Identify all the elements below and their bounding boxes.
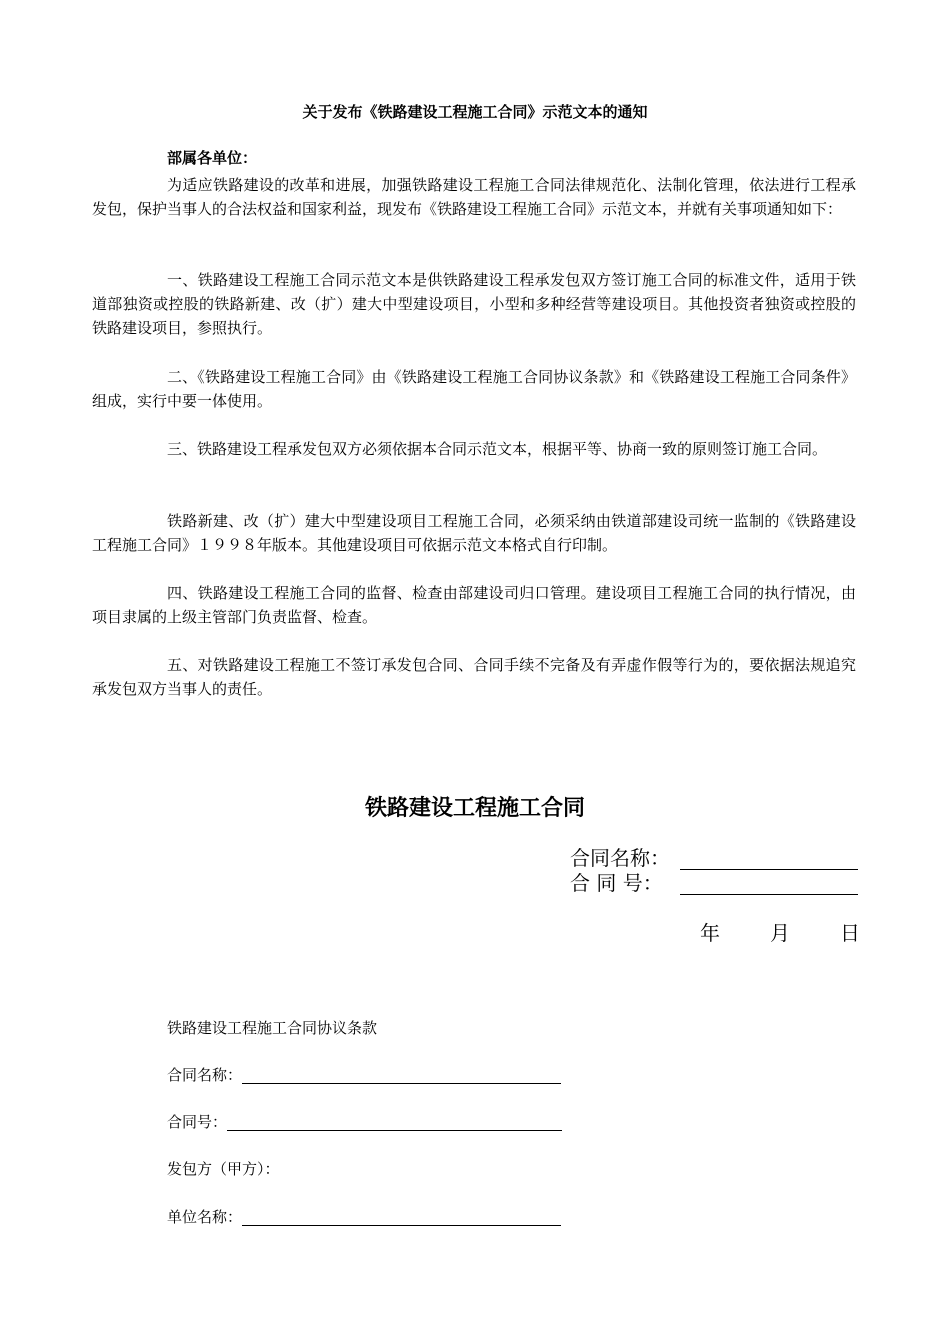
notice-paragraph-intro: 为适应铁路建设的改革和进展，加强铁路建设工程施工合同法律规范化、法制化管理，依法进行工程承发包，保护当事人的合法权益和国家利益，现发布《铁路建设工程施工合同》示范文本，并就有关事项通知如下： [92,176,856,218]
notice-paragraph-3: 三、铁路建设工程承发包双方必须依据本合同示范文本，根据平等、协商一致的原则签订施工合同。 [167,440,828,458]
agreement-contract-name-field [167,1063,561,1087]
agreement-contract-name-label: 合同名称： [167,1066,243,1084]
salutation: 部属各单位： [167,149,258,167]
date-year-label: 年 [700,921,720,945]
contract-name-blank[interactable] [680,849,858,870]
agreement-employer-label: 发包方（甲方）： [167,1160,280,1178]
agreement-heading: 铁路建设工程施工合同协议条款 [167,1019,378,1037]
notice-paragraph-1: 一、铁路建设工程施工合同示范文本是供铁路建设工程承发包双方签订施工合同的标准文件，适用于铁道部独资或控股的铁路新建、改（扩）建大中型建设项目，小型和多种经营等建设项目。其他投资者独资或控股的铁路建设项目，参照执行。 [92,271,856,337]
agreement-contract-number-label: 合同号： [167,1113,228,1131]
agreement-contract-number-blank[interactable] [227,1112,562,1131]
contract-name-label: 合同名称： [570,846,670,870]
notice-paragraph-2: 二、《铁路建设工程施工合同》由《铁路建设工程施工合同协议条款》和《铁路建设工程施工合同条件》组成，实行中要一体使用。 [92,368,856,410]
contract-number-field [570,871,858,895]
contract-number-label: 合 同 号： [570,871,663,895]
contract-title: 铁路建设工程施工合同 [364,795,585,821]
date-row [700,919,860,947]
agreement-contract-name-blank[interactable] [242,1065,561,1084]
agreement-employer-field [167,1157,280,1181]
date-day-label: 日 [840,921,860,945]
agreement-unit-name-field [167,1205,561,1229]
date-month-label: 月 [770,921,790,945]
agreement-contract-number-field [167,1110,562,1134]
notice-paragraph-3-supplement: 铁路新建、改（扩）建大中型建设项目工程施工合同，必须采纳由铁道部建设司统一监制的《铁路建设工程施工合同》１９９８年版本。其他建设项目可依据示范文本格式自行印制。 [92,512,856,554]
agreement-unit-name-label: 单位名称： [167,1208,243,1226]
agreement-unit-name-blank[interactable] [242,1207,561,1226]
contract-name-field [570,846,858,870]
notice-title: 关于发布《铁路建设工程施工合同》示范文本的通知 [302,103,648,121]
notice-paragraph-5: 五、对铁路建设工程施工不签订承发包合同、合同手续不完备及有弄虚作假等行为的，要依据法规追究承发包双方当事人的责任。 [92,656,856,698]
contract-number-blank[interactable] [680,874,858,895]
notice-paragraph-4: 四、铁路建设工程施工合同的监督、检查由部建设司归口管理。建设项目工程施工合同的执行情况，由项目隶属的上级主管部门负责监督、检查。 [92,584,856,626]
